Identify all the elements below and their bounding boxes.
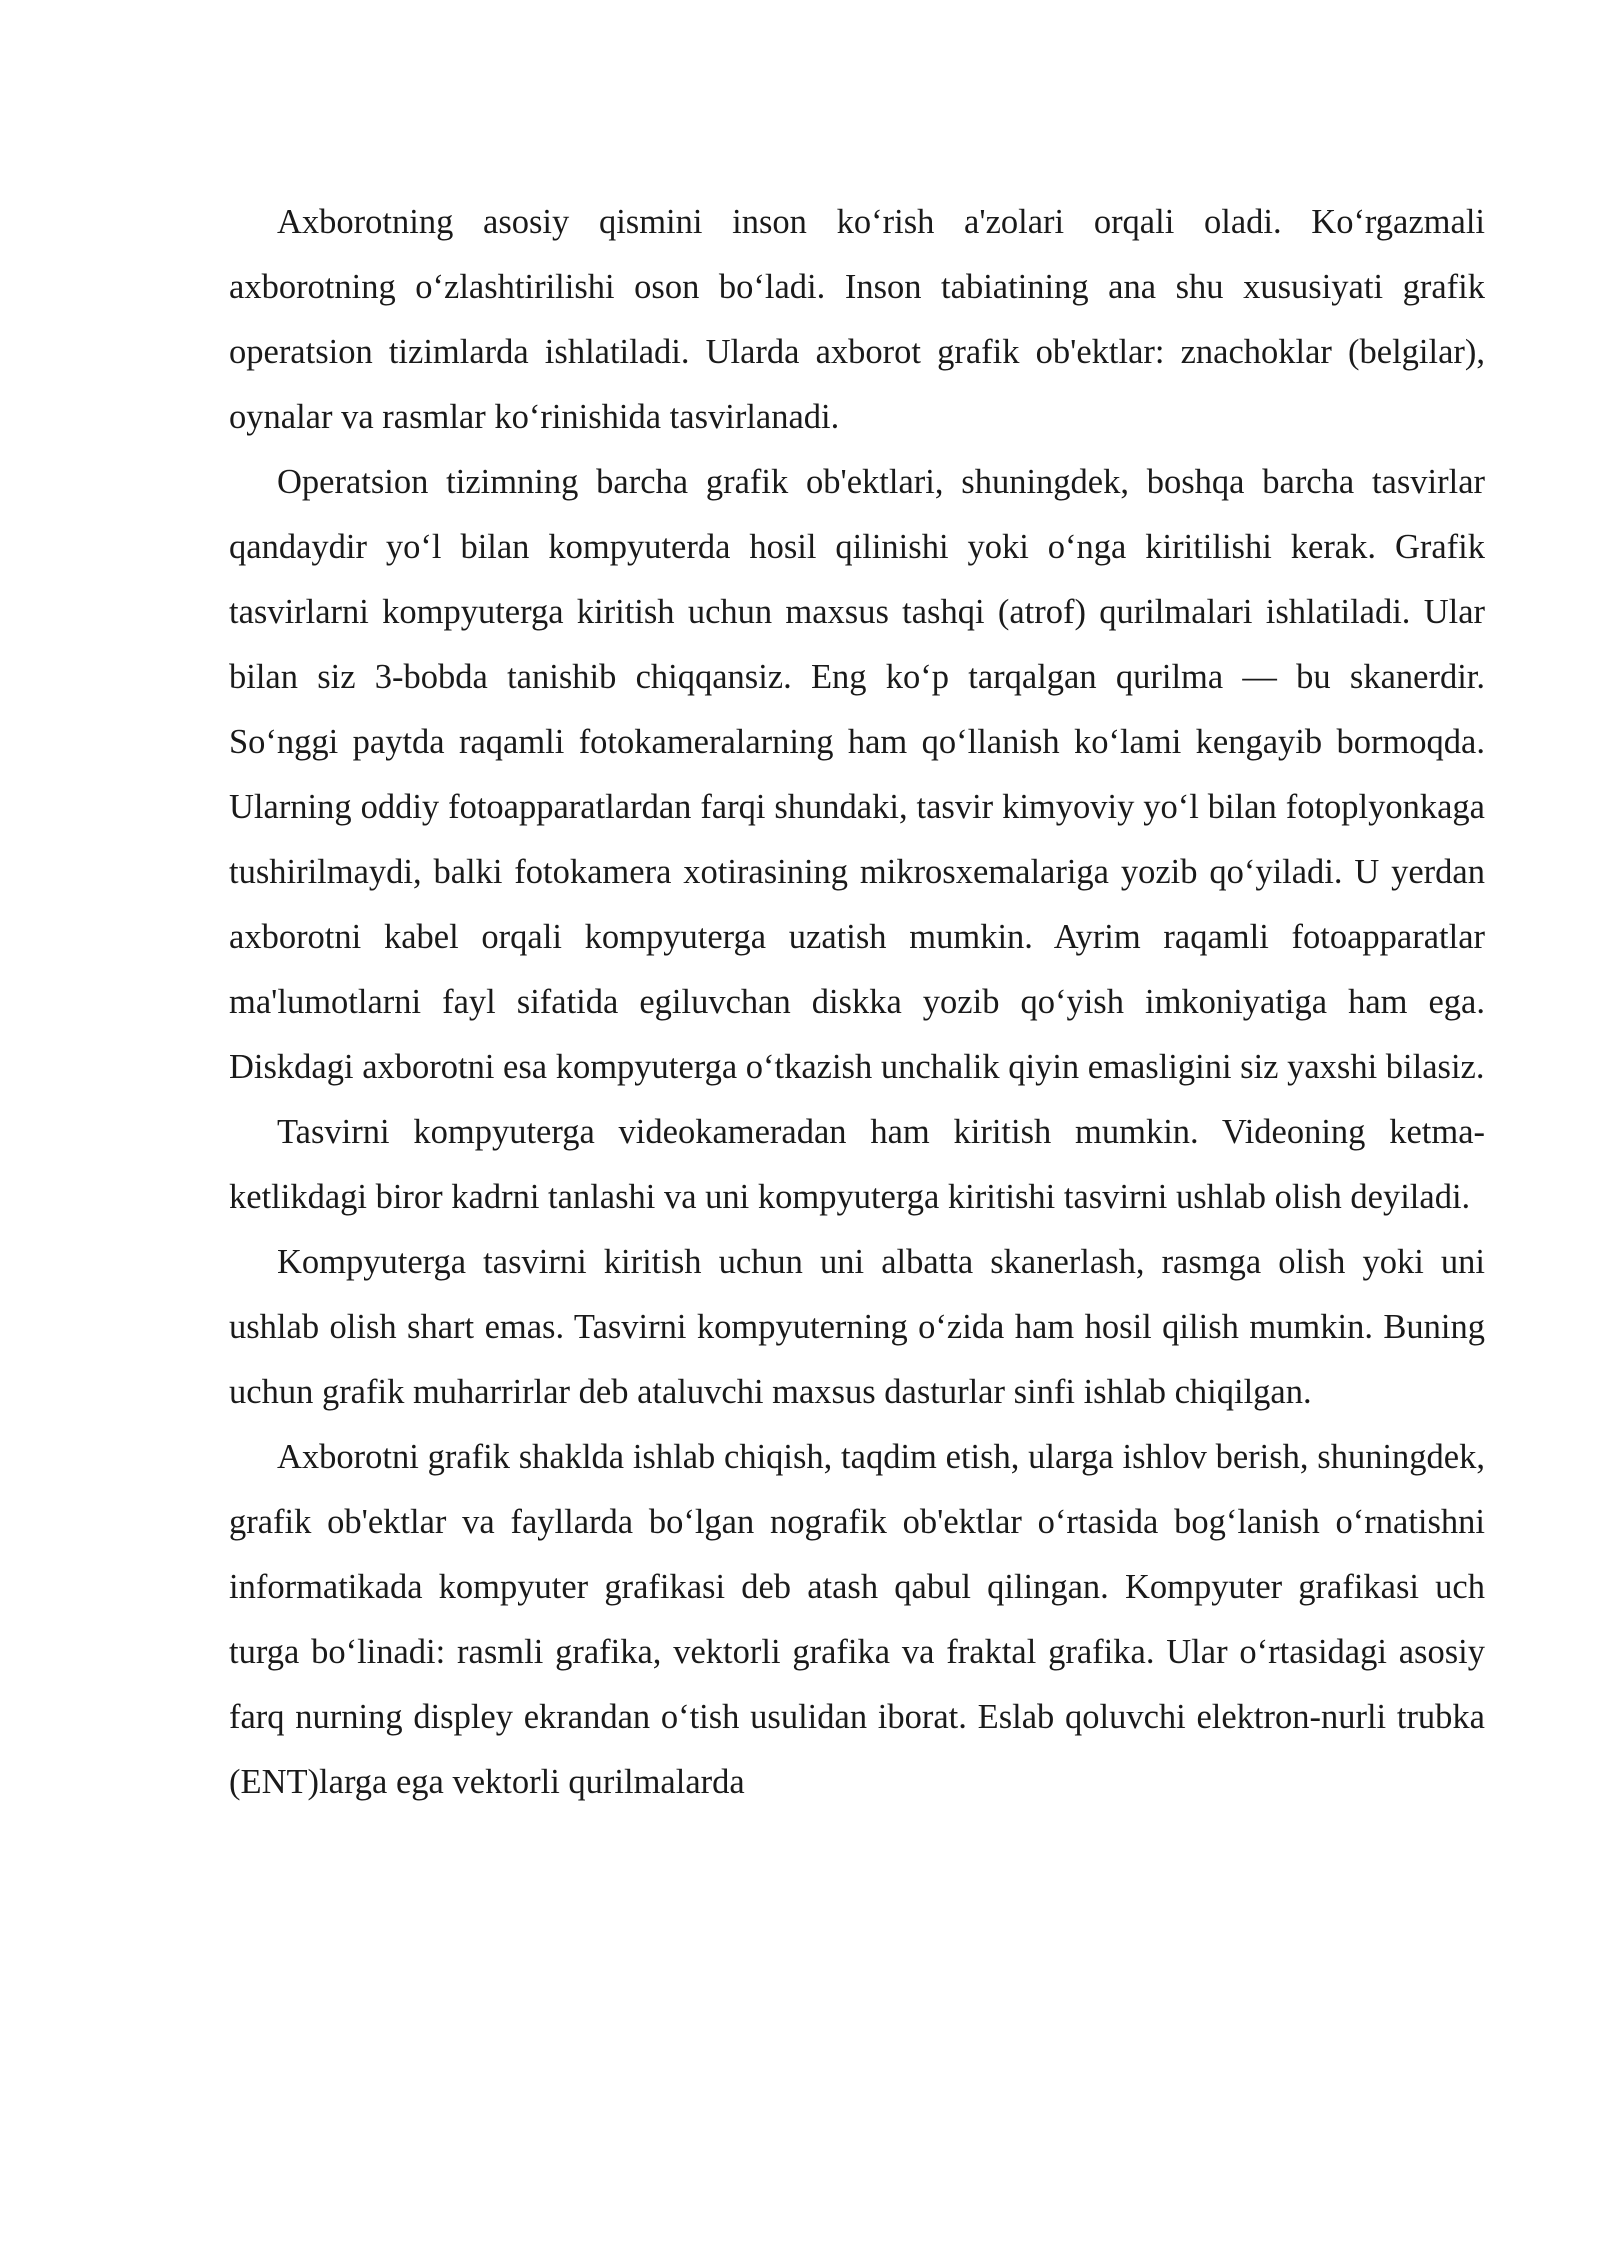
paragraph-5: Axborotni grafik shaklda ishlab chiqish, taqdim etish, ularga ishlov berish, shuningdek, grafik ob'ektlar va fayllarda bo‘lgan nografik ob'ektlar o‘rtasida bog‘lanish o‘rnatishni informatikada kompyuter grafikasi deb atash qabul qilingan. Kompyuter grafikasi uch turga bo‘linadi: rasmli grafika, vektorli grafika va fraktal grafika. Ular o‘rtasidagi asosiy farq nurning displey ekrandan o‘tish usulidan iborat. Eslab qoluvchi elektron-nurli trubka (ENT)larga ega vektorli qurilmalarda [229, 1438, 1485, 1801]
paragraph-1: Axborotning asosiy qismini inson ko‘rish a'zolari orqali oladi. Ko‘rgazmali axborotning o‘zlashtirilishi oson bo‘ladi. Inson tabiatining ana shu xususiyati grafik operatsion tizimlarda ishlatiladi. Ularda axborot grafik ob'ektlar: znachoklar (belgilar), oynalar va rasmlar ko‘rinishida tasvirlanadi. [229, 203, 1485, 436]
paragraph-3: Tasvirni kompyuterga videokameradan ham kiritish mumkin. Videoning ketma-ketlikdagi biror kadrni tanlashi va uni kompyuterga kiritishi tasvirni ushlab olish deyiladi. [229, 1113, 1485, 1216]
paragraph-2: Operatsion tizimning barcha grafik ob'ektlari, shuningdek, boshqa barcha tasvirlar qandaydir yo‘l bilan kompyuterda hosil qilinishi yoki o‘nga kiritilishi kerak. Grafik tasvirlarni kompyuterga kiritish uchun maxsus tashqi (atrof) qurilmalari ishlatiladi. Ular bilan siz 3-bobda tanishib chiqqansiz. Eng ko‘p tarqalgan qurilma — bu skanerdir. So‘nggi paytda raqamli fotokameralarning ham qo‘llanish ko‘lami kengayib bormoqda. Ularning oddiy fotoapparatlardan farqi shundaki, tasvir kimyoviy yo‘l bilan fotoplyonkaga tushirilmaydi, balki fotokamera xotirasining mikrosxemalariga yozib qo‘yiladi. U yerdan axborotni kabel orqali kompyuterga uzatish mumkin. Ayrim raqamli fotoapparatlar ma'lumotlarni fayl sifatida egiluvchan diskka yozib qo‘yish imkoniyatiga ham ega. Diskdagi axborotni esa kompyuterga o‘tkazish unchalik qiyin emasligini siz yaxshi bilasiz. [229, 463, 1485, 1086]
body-text [229, 190, 1485, 1815]
paragraph-4: Kompyuterga tasvirni kiritish uchun uni albatta skanerlash, rasmga olish yoki uni ushlab olish shart emas. Tasvirni kompyuterning o‘zida ham hosil qilish mumkin. Buning uchun grafik muharrirlar deb ataluvchi maxsus dasturlar sinfi ishlab chiqilgan. [229, 1243, 1485, 1411]
